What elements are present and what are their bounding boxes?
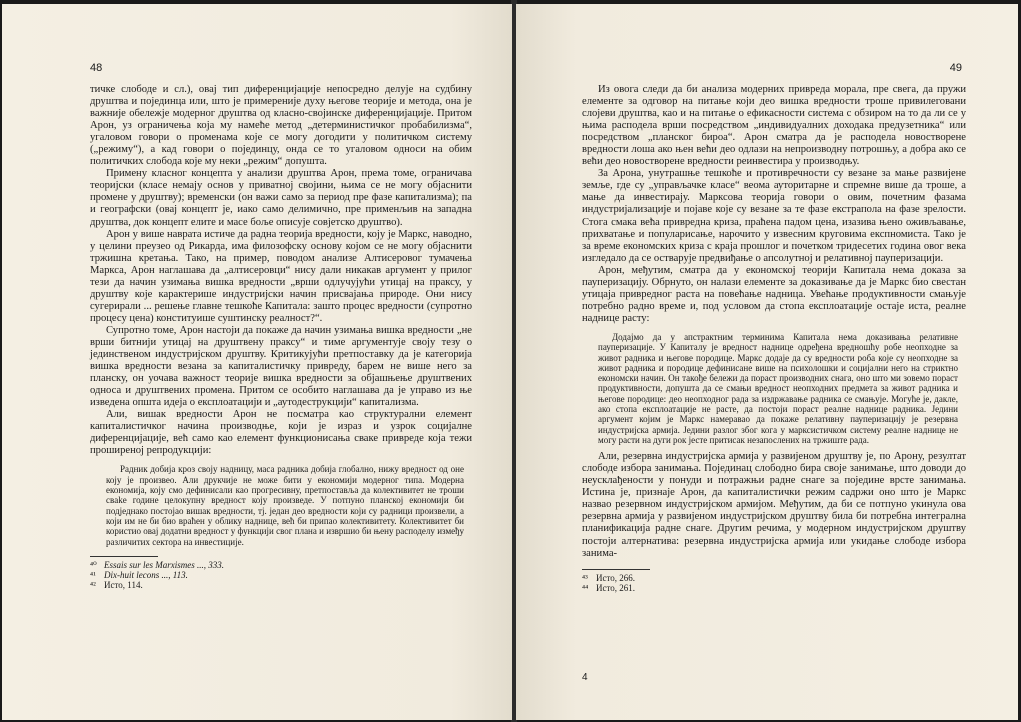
- block-quote: [582, 332, 966, 445]
- right-page: [516, 4, 1018, 720]
- paragraph: Али, вишак вредности Арон не посматра као структурални елемент капиталистичког начина производње, који је израз и узрок социјалне диференцијације, већ само као елемент функционисања сваке привреде која тежи проширеној репродукцији:: [90, 409, 472, 457]
- block-quote: [90, 464, 472, 546]
- paragraph: Арон, међутим, сматра да у економској теорији Капитала нема доказа за пауперизацију. Обрнуто, он налази елементе за доказивање да је Маркс био свестан утицаја привредног раста на повећање надница. Увећање продуктивности смањује потребно радно време и, под условом да стопа експлоатације остаје иста, реалне наднице расту:: [582, 264, 966, 324]
- footnote-rule: [582, 569, 650, 570]
- paragraph: Примену класног концепта у анализи друштва Арон, према томе, ограничава теоријски (класе немају основ у приватној својини, њима се не могу објаснити промене у друштву); временски (он важи само за период пре фазе капитализма); па и географски (овај концепт је, иако само делимично, пре применљив на западна друштва, док концепт елите и масе боље описује совјетско друштво).: [90, 168, 472, 228]
- footnote-rule: [90, 556, 158, 557]
- paragraph: Из овога следи да би анализа модерних привреда морала, пре свега, да пружи елементе за одговор на питање који део вишка вредности троше привилеговани слојеви друштва, као и на питање о ефикасности система с обзиром на то да ли се у њима расподела врши посредством „индивидуалних доходака предузетника“ или посредством „планског бироа“. Арон сматра да је расподела новостворене вредности лоша ако њен већи део одлази на непроизводну потрошњу, а добра ако се већи део новостворене вредности реинвестира у производњу.: [582, 84, 966, 168]
- footnote: ⁴⁰ Essais sur les Marxismes ..., 333.: [90, 559, 225, 570]
- left-page: [2, 4, 512, 720]
- paragraph: За Арона, унутрашње тешкоће и противречности су везане за мање развијене земље, где су „управљачке класе“ веома ауторитарне и спремне више да троше, а мање да инвестирају. Марксова теорија говори о овим, почетним фазама индустријализације и појаве које су везане за те фазе екстрапола на фазе зрелости. Стога смака већа привредна криза, праћена падом цена, изазива њено оживљавање, прихватање и популарисање, нарочито у извесним круговима експномиста. Тако је за време економских криза с краја прошлог и почетком тридесетих година овог века изгледало да се остварује предвиђање о апсолутној и релативној пауперизацији.: [582, 168, 966, 264]
- paragraph: тичке слободе и сл.), овај тип диференцијације непосредно делује на судбину друштва и појединца или, што је примереније духу његове теорије и метода, она је важније обележје модерног друштва од класно-својинске диференцијације. Притом Арон, уз ограничења која му намеће метод „детерминистичког пробабилизма“, угаловом говори о променама које се могу догодити у политичком систему („режиму“), а кад говори о појединцу, онда се то угаловом односи на обим политичких слобода које му неки „режим“ допушта.: [90, 84, 472, 168]
- quote-text: Додајмо да у апстрактним терминима Капитала нема доказивања релативне пауперизације. У Капиталу је вредност наднице одређена вредношћу робе неопходне за живот радника и његове породице. Маркс додаје да су вредности роба које су неопходне за живот радника и породице дефинисане више на психолошки и социјални него на стриктно економски начин. Он такође бележи да пораст производних снага, оно што ми зовемо пораст продуктивности, допушта да се смањи вредност неопходних предмета за живот радника и његове породице: део неопходног рада за издржавање радника се смањује. Могуће је, дакле, ако стопа експлоатације не расте, да постоји пораст реалне наднице радника. Једини аргумент којим је Маркс намеравао да покаже релативну пауперизацију је резервна индустријска армија. Једини разлог због кога у марксистичком систему реалне наднице не могу расти на дуги рок јесте притисак незапослених на тржиште рада.: [598, 331, 958, 445]
- page-number: 49: [949, 62, 962, 74]
- paragraph: Арон у више наврата истиче да радна теорија вредности, коју је Маркс, наводно, у целини преузео од Рикарда, има филозофску основу којом се не могу објаснити тржишна кретања. Тако, на пример, поводом анализе Алтисеровог тумачења Маркса, Арон наглашава да „алтисеровци“ нису дали никакав аргумент у прилог тези да начин узимања вишка вредности „врши одлучујући утицај на праксу, у друштву које карактерише индустријски начин присвајања природе. Они нису сугерирали ... решење главне тешкоће Капитала: зашто процес вредности (супротно процесу цена) конституише суштинску реалност?“.: [90, 228, 472, 324]
- footnote: ⁴² Исто, 114.: [90, 579, 143, 590]
- page-number: 48: [90, 62, 103, 74]
- right-page-body: [582, 84, 966, 593]
- footnote: ⁴¹ Dix-huit lecons ..., 113.: [90, 569, 188, 580]
- footnote: ⁴⁴ Исто, 261.: [582, 582, 636, 593]
- left-page-body: [90, 84, 472, 590]
- paragraph: Али, резервна индустријска армија у развијеном друштву је, по Арону, резултат слободе избора занимања. Појединац слободно бира своје занимање, што доводи до неусклађености у понуди и потражњи радне снаге за поједине врсте занимања. Истина је, признаје Арон, да капиталистички режим садржи оно што је Маркс назвао резервном индустријском армијом. Међутим, да би се потпуно укинула ова резервна армија у развијеном индустријском друштву била би потребна интегрална планификација радне снаге. Другим речима, у модерном индустријском друштву постоји алтернатива: резервна индустријска армија или укидање слободе избора занима-: [582, 451, 966, 559]
- footnote: ⁴³ Исто, 266.: [582, 572, 636, 583]
- paragraph: Супротно томе, Арон настоји да покаже да начин узимања вишка вредности „не врши битнији утицај на друштвену праксу“ и тиме аргументује своју тезу о јединственом индустријском друштву. Критикујући претпоставку да је категорија вишка вредности везана за капиталистичку привреду, барем не више него за планску, он уочава важност теорије вишка вредности за објашњење друштвених односа и друштвених промена. Притом се особито наглашава да је управо из ње изведена општа идеја о експлоатацији и „аутодеструкцији“ капитализма.: [90, 324, 472, 409]
- signature-mark: 4: [582, 672, 588, 683]
- quote-text: Радник добија кроз своју надницу, маса радника добија глобално, нижу вредност од оне коју је произвео. Али друкчије не може бити у економији модерног типа. Модерна економија, коју смо дефинисали као прогресивну, претпоставља да колективитет не троши свake године целокупну вредност коју произведе. У потпуно планској економији би подједнако постојао вишак вредности, тј. један део вредности који су радници произвели, а који им не би био враћен у облику наднице, већ би припао колективитету. Колективитет би користио овај додатни вредност у функцији свог плана и извршио би њену расподелу између различитих сектора на инвестиције.: [106, 464, 464, 547]
